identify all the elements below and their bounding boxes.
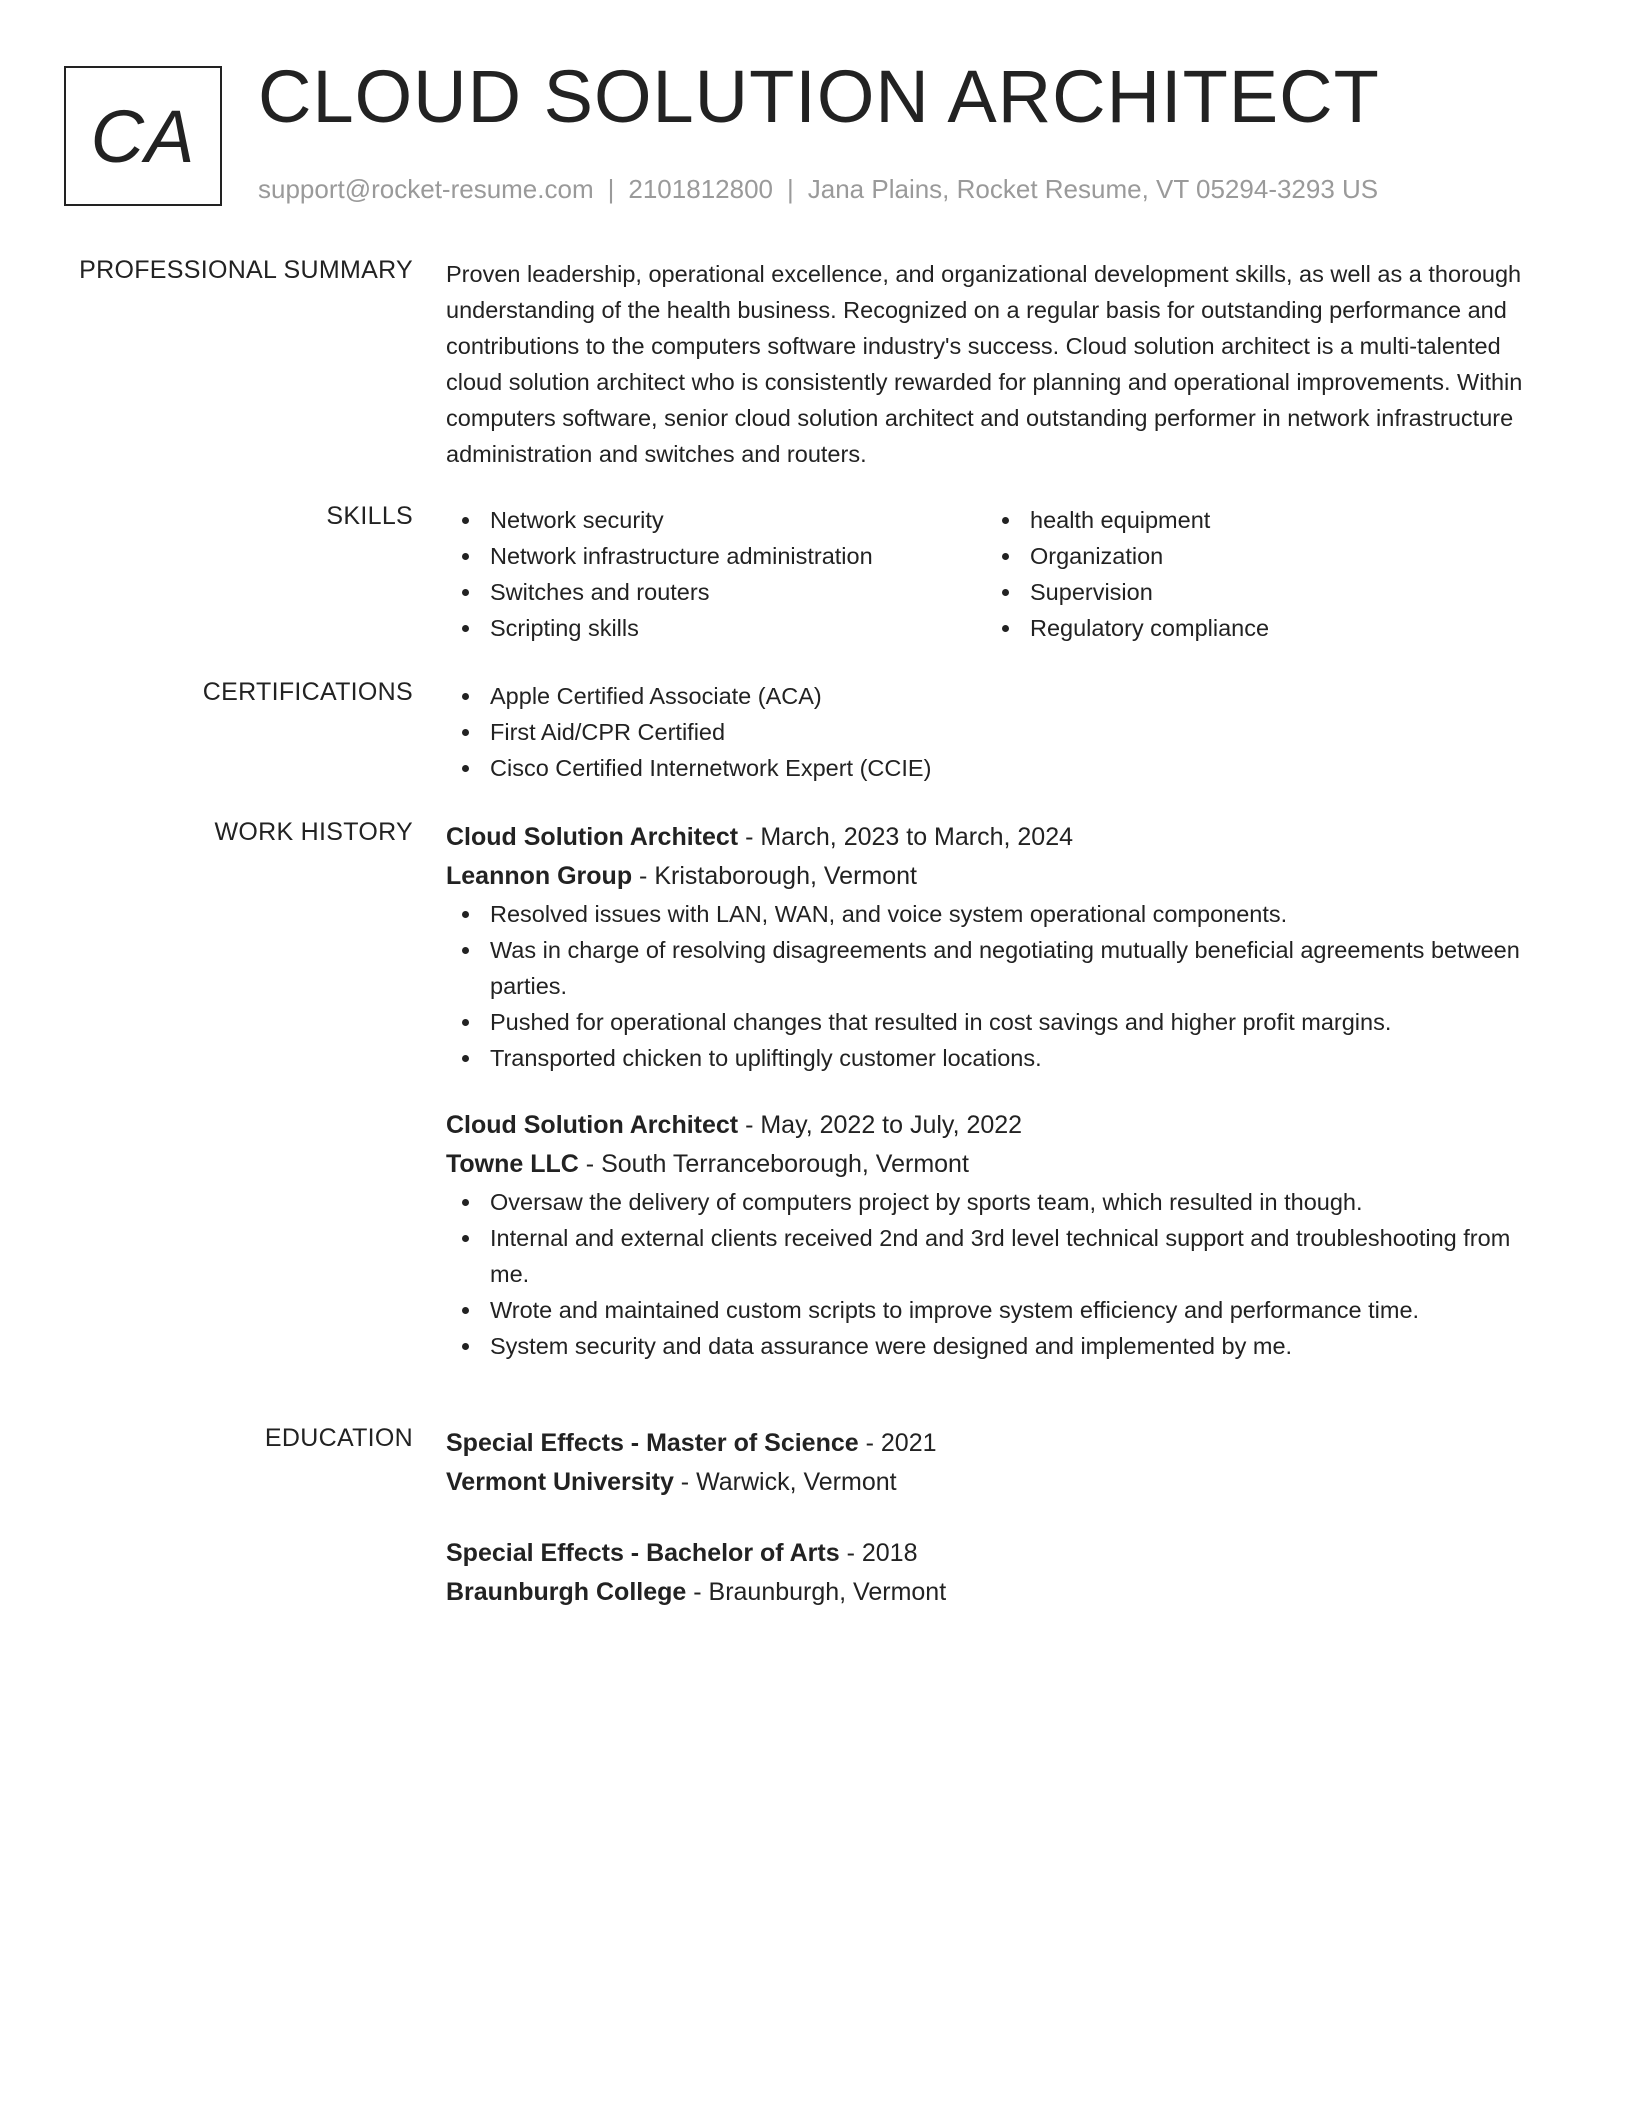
- job-bullet: Wrote and maintained custom scripts to improve system efficiency and performance time.: [446, 1292, 1526, 1328]
- job-bullet: System security and data assurance were designed and implemented by me.: [446, 1328, 1526, 1364]
- job-title-line: [446, 818, 1526, 857]
- skills-list-left: [446, 502, 986, 646]
- education-heading: EDUCATION: [264, 1424, 413, 1452]
- certifications-body: [446, 678, 1526, 786]
- education-entry: [446, 1534, 1526, 1612]
- job-title: Cloud Solution Architect: [446, 1111, 739, 1139]
- work-history-body: [446, 818, 1526, 1364]
- skill-item: Switches and routers: [446, 574, 986, 610]
- education-school: Vermont University: [446, 1468, 674, 1496]
- education-school: Braunburgh College: [446, 1578, 687, 1606]
- skills-list-right: [986, 502, 1526, 646]
- job-entry: [446, 1106, 1526, 1364]
- education-degree-line: [446, 1534, 1526, 1573]
- monogram-box: CA: [64, 66, 222, 206]
- job-company: Towne LLC: [446, 1150, 579, 1178]
- job-location: - South Terranceborough, Vermont: [578, 1150, 969, 1178]
- education-location: - Warwick, Vermont: [673, 1468, 897, 1496]
- contact-line: [258, 174, 1378, 205]
- skill-item: Scripting skills: [446, 610, 986, 646]
- contact-separator: |: [787, 174, 794, 204]
- contact-email: support@rocket-resume.com: [258, 174, 594, 204]
- summary-body: [446, 256, 1526, 472]
- job-title: Cloud Solution Architect: [446, 823, 739, 851]
- skill-item: Network infrastructure administration: [446, 538, 986, 574]
- education-school-line: [446, 1573, 1526, 1612]
- job-bullet: Resolved issues with LAN, WAN, and voice system operational components.: [446, 896, 1526, 932]
- education-entry: [446, 1424, 1526, 1502]
- job-bullet: Oversaw the delivery of computers project by sports team, which resulted in though.: [446, 1184, 1526, 1220]
- summary-text: Proven leadership, operational excellence, and organizational development skills, as well as a thorough understanding of the health business. Recognized on a regular basis for outstanding performance and contributions to the computers software industry's success. Cloud solution architect is a multi-talented cloud solution architect who is consistently rewarded for planning and operational improvements. Within computers software, senior cloud solution architect and outstanding performer in network infrastructure administration and switches and routers.: [446, 261, 1523, 467]
- job-bullets: [446, 896, 1526, 1076]
- contact-address: Jana Plains, Rocket Resume, VT 05294-3293 US: [807, 174, 1379, 204]
- education-degree: Special Effects - Bachelor of Arts: [446, 1539, 840, 1567]
- job-bullet: Transported chicken to upliftingly customer locations.: [446, 1040, 1526, 1076]
- certification-item: First Aid/CPR Certified: [446, 714, 1526, 750]
- job-title-line: [446, 1106, 1526, 1145]
- job-dates: - May, 2022 to July, 2022: [738, 1111, 1023, 1139]
- education-location: - Braunburgh, Vermont: [686, 1578, 947, 1606]
- job-bullets: [446, 1184, 1526, 1364]
- summary-heading: PROFESSIONAL SUMMARY: [79, 256, 413, 284]
- education-year: - 2021: [858, 1429, 937, 1457]
- education-body: [446, 1424, 1526, 1612]
- job-location: - Kristaborough, Vermont: [632, 862, 917, 890]
- job-company-line: [446, 1145, 1526, 1184]
- job-entry: [446, 818, 1526, 1076]
- resume-title: CLOUD SOLUTION ARCHITECT: [258, 55, 1380, 138]
- contact-phone: 2101812800: [628, 174, 773, 204]
- skill-item: Organization: [986, 538, 1526, 574]
- job-company: Leannon Group: [446, 862, 633, 890]
- job-bullet: Internal and external clients received 2nd and 3rd level technical support and troubleshooting from me.: [446, 1220, 1526, 1292]
- skill-item: Network security: [446, 502, 986, 538]
- job-company-line: [446, 857, 1526, 896]
- education-degree: Special Effects - Master of Science: [446, 1429, 859, 1457]
- education-year: - 2018: [839, 1539, 918, 1567]
- certifications-heading: CERTIFICATIONS: [202, 678, 413, 706]
- certification-item: Apple Certified Associate (ACA): [446, 678, 1526, 714]
- education-degree-line: [446, 1424, 1526, 1463]
- job-bullet: Was in charge of resolving disagreements and negotiating mutually beneficial agreements between parties.: [446, 932, 1526, 1004]
- contact-separator: |: [607, 174, 615, 204]
- job-bullet: Pushed for operational changes that resulted in cost savings and higher profit margins.: [446, 1004, 1526, 1040]
- certifications-list: [446, 678, 1526, 786]
- work-history-heading: WORK HISTORY: [214, 818, 413, 846]
- skill-item: Supervision: [986, 574, 1526, 610]
- skills-heading: SKILLS: [326, 502, 413, 530]
- education-school-line: [446, 1463, 1526, 1502]
- job-dates: - March, 2023 to March, 2024: [738, 823, 1074, 851]
- skill-item: health equipment: [986, 502, 1526, 538]
- skills-body: [446, 502, 1526, 646]
- certification-item: Cisco Certified Internetwork Expert (CCIE): [446, 750, 1526, 786]
- skill-item: Regulatory compliance: [986, 610, 1526, 646]
